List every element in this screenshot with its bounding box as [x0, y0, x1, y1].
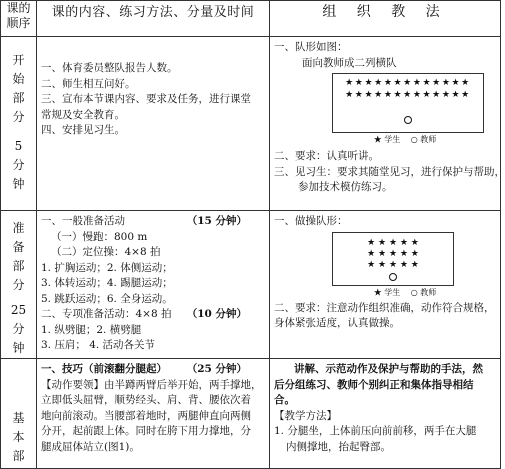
- content-line: 地向前滚动。当腰部着地时，两腿伸直向两侧: [41, 409, 251, 422]
- section-basic-sequence: [1, 359, 37, 469]
- header-content: 课的内容、练习方法、分量及时间: [37, 1, 270, 37]
- org-line: 一、队形如图：: [274, 41, 348, 53]
- content-line: 3. 压肩； 4. 活动各关节: [41, 339, 156, 351]
- content-line: （二）定位操：4×8 拍: [51, 246, 161, 258]
- section-start-organization: [270, 37, 505, 211]
- section-warmup-sequence: [1, 211, 37, 359]
- content-line: 【动作要领】由半蹲两臂后举开始，两手撑地，: [41, 378, 262, 391]
- org-line: 参加技术模仿练习。: [298, 181, 393, 193]
- student-row-2: ★ ★ ★ ★ ★: [367, 248, 419, 259]
- formation-legend: [314, 135, 496, 145]
- seq-char: 钟: [12, 177, 25, 191]
- seq-char: 5: [14, 139, 23, 153]
- teacher-marker-icon: [404, 116, 412, 124]
- legend-teacher: ○ 教师: [410, 135, 437, 144]
- formation-diagram-two-rows: [332, 73, 484, 133]
- teacher-marker-icon: [389, 273, 397, 281]
- header-sequence-line-2: 顺序: [6, 16, 31, 30]
- content-line: 腿成屈体站立(图1)。: [41, 440, 140, 453]
- student-row-2: ★★★★★★★★★★★★★: [345, 90, 471, 100]
- content-line: 一、一般准备活动 （15 分钟）: [41, 215, 247, 227]
- student-row-1: ★ ★ ★ ★ ★: [367, 237, 419, 248]
- org-line: 1. 分腿坐，上体前压向前前移，两手在大腿: [274, 425, 477, 437]
- seq-char: 分: [12, 158, 25, 172]
- seq-char: 分: [12, 110, 25, 124]
- section-basic-row: [1, 359, 501, 469]
- content-line: 3. 体转运动；4. 踢腿运动；: [41, 277, 173, 289]
- legend-teacher: ○ 教师: [410, 287, 437, 297]
- org-line: 一、做操队形：: [274, 215, 348, 227]
- legend-student: ★ 学生: [373, 135, 401, 144]
- content-line: 一、技巧（前滚翻分腿起） （25 分钟）: [41, 363, 247, 375]
- org-line: 三、见习生：要求其随堂见习，进行保护与帮助，: [274, 165, 505, 178]
- content-line: 5. 跳跃运动；6. 全身运动。: [41, 292, 173, 305]
- seq-char: 25: [10, 303, 27, 317]
- seq-spacer: [1, 127, 36, 137]
- org-line: 【教学方法】: [274, 409, 337, 422]
- formation-diagram-exercise: [332, 232, 454, 286]
- seq-char: 钟: [12, 341, 25, 355]
- section-warmup-organization: [270, 211, 501, 359]
- content-line: 常规及安全教育。: [41, 108, 125, 121]
- content-line: 分开，起前跟上体。同时在胯下用力撑地，分: [41, 425, 251, 437]
- section-warmup-content: [37, 211, 270, 359]
- content-line: 四、安排见习生。: [41, 124, 125, 136]
- seq-char: 部: [12, 259, 25, 273]
- content-line: 二、师生相互问好。: [41, 77, 136, 90]
- section-start-row: [1, 37, 501, 211]
- table-header-row: [1, 1, 501, 37]
- org-line: 面向教师成二列横队: [302, 56, 397, 69]
- content-line: 1. 纵劈腿；2. 横劈腿: [41, 323, 142, 336]
- content-line: （一）慢跑：800 m: [51, 230, 148, 243]
- seq-char: 始: [12, 72, 25, 86]
- header-organization: 组 织 教 法: [270, 1, 501, 37]
- student-row-3: ★ ★ ★ ★ ★: [367, 259, 419, 270]
- org-line: 后分组练习、教师个别纠正和集体指导相结: [274, 378, 474, 391]
- org-line: 讲解、示范动作及保护与帮助的手法，然: [294, 363, 483, 375]
- header-sequence: [1, 1, 37, 37]
- content-line: 立即低头屈臂，顺势经头、肩、背、腰依次着: [41, 394, 251, 406]
- seq-char: 本: [12, 430, 25, 444]
- seq-char: 部: [12, 449, 25, 463]
- section-warmup-row: [1, 211, 501, 359]
- student-row-1: ★★★★★★★★★★★★★: [345, 78, 471, 88]
- org-line: 内侧撑地，抬起臀部。: [286, 440, 391, 453]
- org-line: 身体紧张适度，认真做操。: [274, 317, 400, 329]
- seq-char: 开: [12, 53, 25, 67]
- header-sequence-line-1: 课的: [6, 1, 31, 15]
- org-line: 合。: [274, 394, 295, 406]
- seq-char: 分: [12, 322, 25, 336]
- seq-char: 准: [12, 221, 25, 235]
- seq-char: 备: [12, 240, 25, 254]
- section-basic-organization: [270, 359, 501, 469]
- org-line: 二、要求：注意动作组织准确，动作符合规格，: [274, 301, 495, 314]
- org-line: 二、要求：认真听讲。: [274, 150, 379, 162]
- section-basic-content: [37, 359, 270, 469]
- seq-char: 基: [12, 411, 25, 425]
- content-line: 一、体育委员整队报告人数。: [41, 62, 178, 74]
- seq-char: 分: [12, 278, 25, 292]
- legend-student: ★ 学生: [373, 287, 401, 297]
- section-start-sequence: [1, 37, 37, 211]
- formation-legend: [314, 288, 496, 298]
- content-line: 三、宣布本节课内容、要求及任务，进行课堂: [41, 93, 251, 105]
- section-start-content: [37, 37, 270, 211]
- content-line: 1. 扩胸运动；2. 体侧运动；: [41, 261, 173, 274]
- seq-char: 部: [12, 91, 25, 105]
- content-line: 二、专项准备活动：4×8 拍 （10 分钟）: [41, 308, 247, 320]
